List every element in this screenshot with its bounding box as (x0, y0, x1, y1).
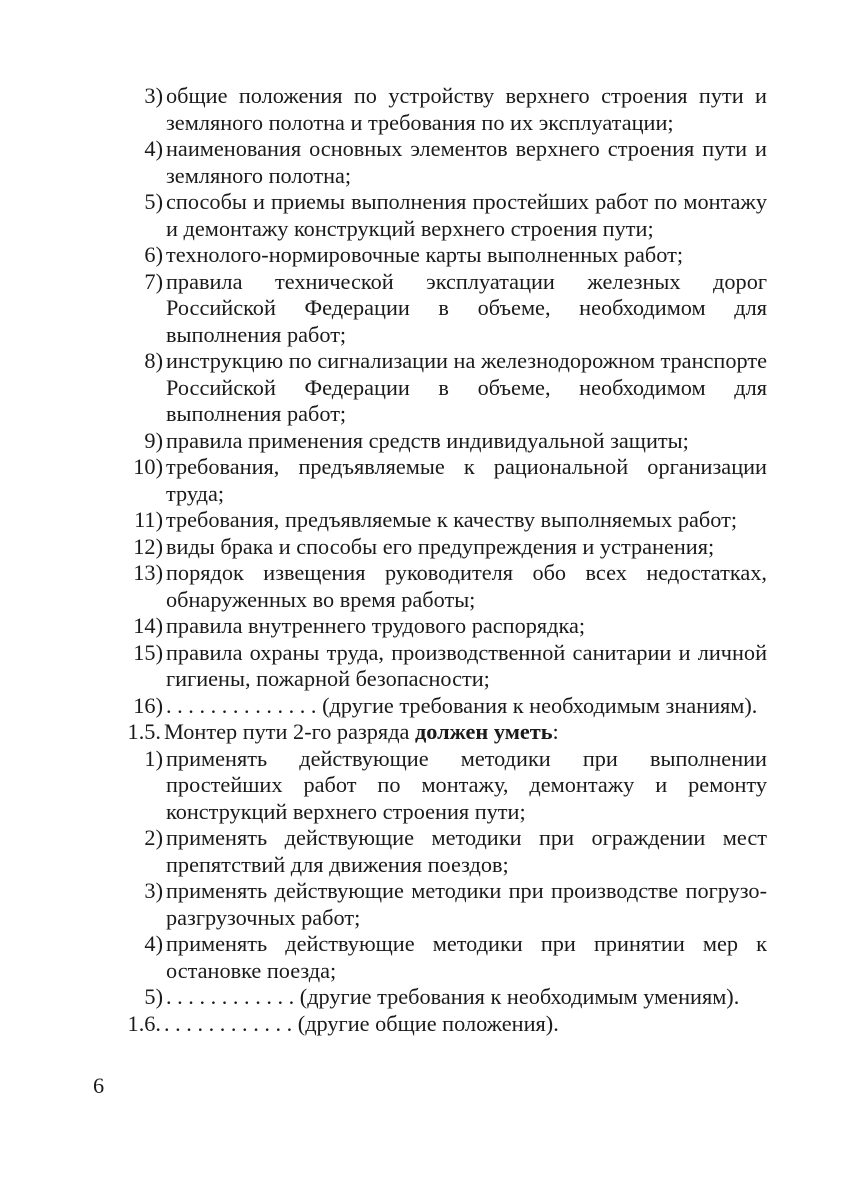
item-text: правила охраны труда, производственной санитарии и личной гигиены, пожарной безопасности; (166, 639, 767, 691)
item-text: применять действующие методики при производстве погрузо-разгрузочных работ; (166, 878, 767, 930)
item-number: 16) (133, 692, 163, 718)
list-item (133, 639, 767, 693)
list-item (133, 533, 767, 561)
list-item (144, 242, 767, 269)
list-item (133, 560, 767, 613)
item-text: общие положения по устройству верхнего строения пути и земляного полотна и требования по их эксплуатации; (166, 83, 767, 135)
item-text: правила применения средств индивидуальной защиты; (166, 427, 689, 453)
list-item (144, 931, 767, 984)
item-text: применять действующие методики при выполнении простейших работ по монтажу, демонтажу и ремонту конструкций верхнего строения пути; (166, 745, 767, 824)
list-item (144, 268, 767, 349)
item-text: . . . . . . . . . . . . . . (другие требования к необходимым знаниям). (166, 692, 758, 718)
item-text: наименования основных элементов верхнего строения пути и земляного полотна; (166, 136, 767, 188)
item-number: 14) (133, 613, 163, 638)
item-number: 7) (144, 268, 163, 294)
item-text: правила технической эксплуатации железных дорог Российской Федерации в объеме, необходимом для выполнения работ; (166, 268, 767, 347)
section-text: . . . . . . . . . . . . (другие общие положения). (164, 1010, 559, 1036)
item-text: требования, предъявляемые к рациональной организации труда; (166, 454, 767, 506)
item-text: . . . . . . . . . . . . (другие требования к необходимым умениям). (166, 984, 740, 1009)
item-number: 12) (133, 533, 163, 559)
list-item (133, 454, 767, 507)
list-item (144, 984, 767, 1011)
list-item (144, 83, 767, 136)
item-number: 3) (144, 83, 163, 108)
section-text: Монтер пути 2-го разряда (164, 719, 416, 744)
item-text: способы и приемы выполнения простейших работ по монтажу и демонтажу конструкций верхнего строения пути; (166, 189, 767, 241)
item-text: виды брака и способы его предупреждения и устранения; (166, 533, 715, 559)
list-item (134, 507, 767, 534)
section-heading-1-5 (127, 719, 767, 746)
list-item (144, 136, 767, 189)
page-number: 6 (93, 1073, 105, 1098)
list-item (133, 692, 767, 720)
item-text: технолого-нормировочные карты выполненных работ; (166, 242, 684, 267)
section-heading-1-6 (127, 1010, 767, 1038)
section-bold-text: должен уметь (415, 719, 553, 744)
list-item (144, 189, 767, 242)
item-number: 3) (144, 878, 163, 903)
item-number: 15) (133, 639, 163, 665)
item-number: 4) (144, 931, 163, 956)
item-text: применять действующие методики при принятии мер к остановке поезда; (166, 931, 767, 983)
item-number: 11) (134, 507, 163, 532)
item-number: 9) (144, 427, 163, 453)
list-item (144, 878, 767, 931)
item-number: 13) (133, 560, 163, 585)
item-number: 10) (133, 454, 163, 479)
section-text-end: : (552, 719, 559, 744)
page-content (0, 83, 857, 1037)
item-text: правила внутреннего трудового распорядка; (166, 613, 586, 638)
list-item (144, 427, 767, 455)
section-number: 1.6. (127, 1010, 161, 1036)
item-number: 8) (144, 348, 163, 373)
list-item (144, 348, 767, 428)
item-text: применять действующие методики при ограждении мест препятствий для движения поездов; (166, 825, 767, 877)
list-item (144, 745, 767, 826)
list-item (144, 825, 767, 878)
item-number: 2) (144, 825, 163, 850)
item-number: 4) (144, 136, 163, 161)
item-text: инструкцию по сигнализации на железнодорожном транспорте Российской Федерации в объеме, необходимом для выполнения работ; (166, 348, 767, 426)
item-number: 6) (144, 242, 163, 267)
section-number: 1.5. (127, 719, 161, 744)
item-number: 5) (144, 984, 163, 1009)
item-text: порядок извещения руководителя обо всех недостатках, обнаруженных во время работы; (166, 560, 767, 612)
item-number: 1) (144, 745, 163, 771)
list-item (133, 613, 767, 640)
item-text: требования, предъявляемые к качеству выполняемых работ; (166, 507, 738, 532)
item-number: 5) (144, 189, 163, 214)
